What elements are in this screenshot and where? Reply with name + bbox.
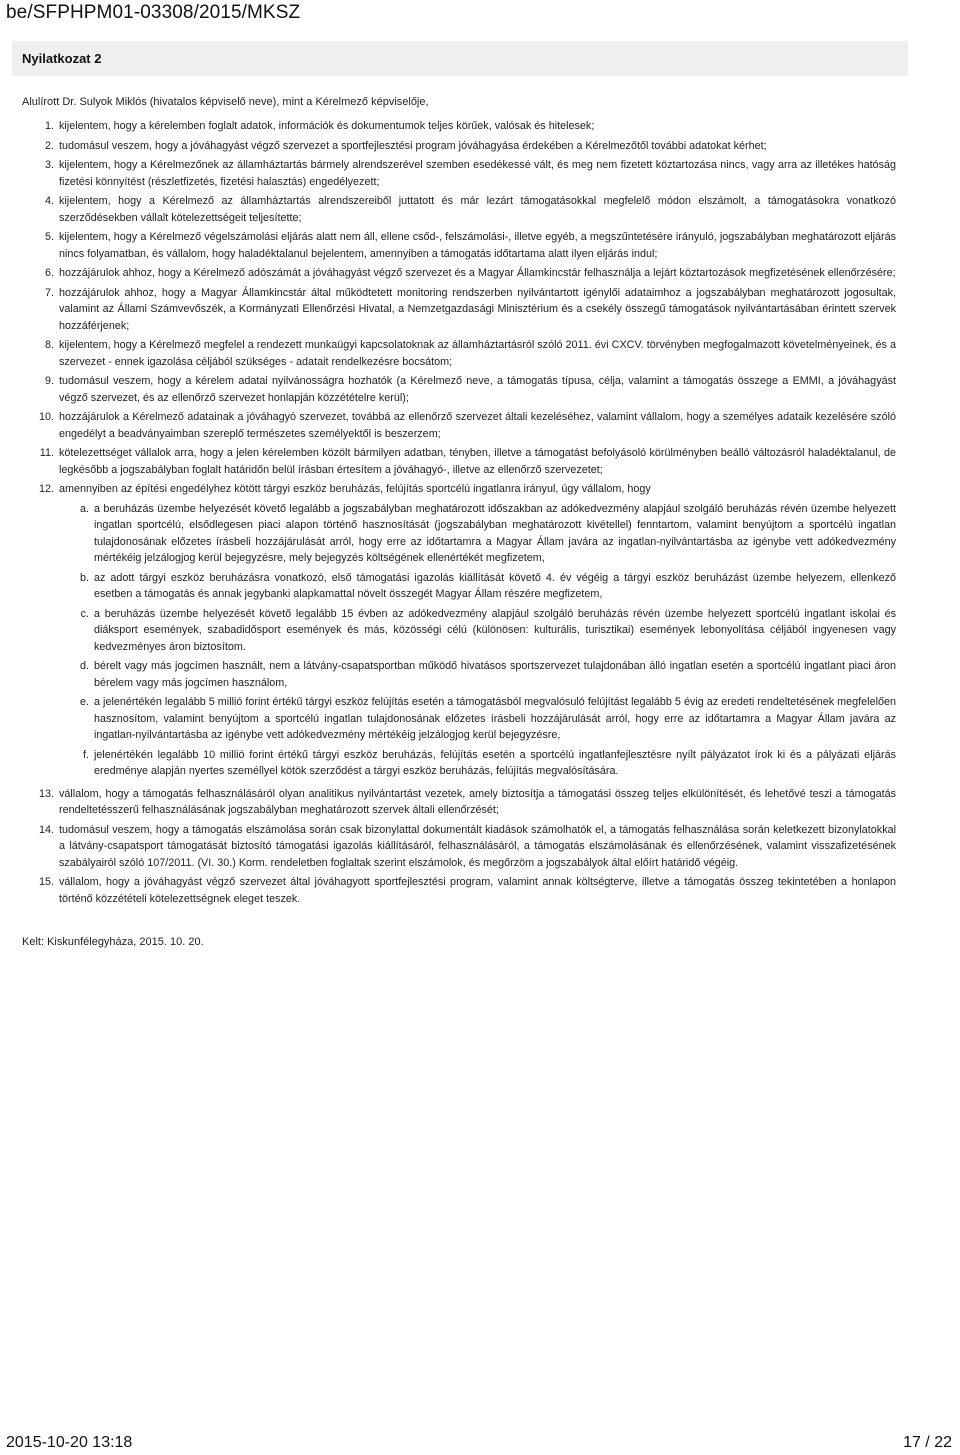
- section-header: [12, 41, 908, 76]
- list-item: [22, 265, 896, 282]
- item-text: tudomásul veszem, hogy a jóváhagyást végző szervezet a sportfejlesztési program jóváhagyása érdekében a Kérelmezőtől további adatokat kérhet;: [59, 139, 767, 152]
- item-number: 13.: [38, 787, 54, 800]
- item-text: kijelentem, hogy a Kérelmező végelszámolási eljárás alatt nem áll, ellene csőd-, felszámolási-, illetve egyéb, a megszűntetésére irányuló, jogszabályban meghatározott eljárás nincs folyamatban, és vállalom, hogy haladéktalanul bejelentem, amennyiben a támogatás időtartama alatt ilyen eljárás indul;: [59, 231, 896, 260]
- list-item: [22, 285, 896, 335]
- sub-item-text: az adott tárgyi eszköz beruházásra vonatkozó, első támogatási igazolás kiállítását követő 4. év végéig a tárgyi eszköz beruházást üzembe helyezem, ellenkező esetben a támogatás és annak jegybanki alapkamattal növelt összegét Magyar Állam részére megfizetem,: [94, 571, 896, 600]
- item-number: 2.: [44, 139, 54, 152]
- sub-item-letter: c.: [80, 607, 89, 620]
- intro-text: Alulírott Dr. Sulyok Miklós (hivatalos képviselő neve), mint a Kérelmező képviselője,: [22, 96, 429, 108]
- sub-item-text: jelenértékén legalább 10 millió forint értékű tárgyi eszköz beruházás, felújítás esetén a sportcélú ingatlanfejlesztésre nyílt pályázatot írok ki és a pályázati eljárás eredménye alapján nyertes személlyel kötök szerződést a tárgyi eszköz beruházás, felújítás megvalósítására.: [94, 748, 896, 777]
- item-number: 12.: [38, 483, 54, 495]
- item-number: 9.: [44, 375, 54, 387]
- item-number: 10.: [38, 411, 54, 423]
- item-text: kijelentem, hogy a Kérelmező az államháztartás alrendszereiből juttatott és már lezárt támogatásokkal megfelelő módon elszámolt, a támogatásokra vonatkozó szerződésekben vállalt kötelezettségeit teljesítette;: [59, 195, 896, 224]
- sub-item-text: a beruházás üzembe helyezését követő legalább a jogszabályban meghatározott időszakban az adókedvezmény alapjául szolgáló beruházás révén üzembe helyezett ingatlan sportcélú, elsődlegesen piaci alapon történő hasznosítását (jogszabályban meghatározott kivétellel) fenntartom, valamint benyújtom a sportcélú ingatlan tulajdonosának előzetes írásbeli hozzájárulását arról, hogy erre az időtartamra a Magyar Állam javára az ingatlan-nyilvántartásba az igénybe vett adókedvezmény mértékéig jelzálogjog kerül bejegyzésre, mely bejegyzés költségének ellenértékét megfizetem,: [94, 502, 896, 564]
- list-item: [22, 138, 896, 155]
- sub-item: [59, 606, 896, 656]
- sub-item: [59, 501, 896, 567]
- item-text: vállalom, hogy a támogatás felhasználásáról olyan analitikus nyilvántartást vezetek, amely biztosítja a támogatási összeg teljes elkülönítését, és lehetővé teszi a támogatás rendeltetésszerű felhasználásának jogszabályban meghatározott szervek általi ellenőrzését;: [59, 787, 896, 816]
- item-text: tudomásul veszem, hogy a támogatás elszámolása során csak bizonylattal dokumentált kiadások számolhatók el, a támogatás felhasználása során keletkezett bizonylatokkal a látvány-csapatsport támogatását biztosító támogatási igazolás kiállításáról, felhasználásáról, a támogatás elszámolásának és ellenőrzésének, valamint visszafizetésének szabályairól szóló 107/2011. (VI. 30.) Korm. rendeletben foglaltak szerint elszámolok, és megőrzöm a jogszabályok által előírt határidő végéig.: [59, 823, 896, 869]
- list-item: [22, 481, 896, 783]
- sub-item-letter: d.: [79, 660, 89, 672]
- sub-item-letter: a.: [79, 502, 89, 515]
- declaration-list: [22, 118, 896, 910]
- list-item: [22, 373, 896, 406]
- place-and-date: Kelt: Kiskunfélegyháza, 2015. 10. 20.: [22, 936, 204, 948]
- list-item: [22, 193, 896, 226]
- list-item: [22, 118, 896, 135]
- item-text: vállalom, hogy a jóváhagyást végző szervezet által jóváhagyott sportfejlesztési program, valamint annak költségterve, illetve a támogatás összeg tekintetében a honlapon történő közzétételi kötelezettségnek eleget teszek.: [59, 876, 896, 905]
- item-text: tudomásul veszem, hogy a kérelem adatai nyilvánosságra hozhatók (a Kérelmező neve, a támogatás típusa, célja, valamint a támogatás összege a EMMI, a jóváhagyást végző szervezet, és az ellenőrző szervezet honlapján közzétételre kerül);: [59, 375, 896, 404]
- item-text: amennyiben az építési engedélyhez kötött tárgyi eszköz beruházás, felújítás sportcélú ingatlanra irányul, úgy vállalom, hogy: [59, 483, 651, 495]
- item-number: 5.: [44, 231, 54, 243]
- sub-item: [59, 747, 896, 780]
- item-content: [59, 481, 896, 783]
- sub-item-text: a jelenértékén legalább 5 millió forint értékű tárgyi eszköz felújítás esetén a támogatásból megvalósuló felújítást legalább 5 évig az eredeti rendeltetésének megfelelően hasznosítom, valamint benyújtom a sportcélú ingatlan tulajdonosának előzetes írásbeli hozzájárulását arról, hogy erre az időtartamra a Magyar Állam javára az ingatlan-nyilvántartásba az igénybe vett adókedvezmény mértékéig jelzálogjog kerül bejegyzésre,: [94, 696, 896, 741]
- page-number: 17 / 22: [903, 1434, 952, 1451]
- item-text: hozzájárulok ahhoz, hogy a Kérelmező adószámát a jóváhagyást végző szervezet és a Magyar Államkincstár felhasználja a lejárt köztartozások megfizetésének ellenőrzésére;: [59, 267, 896, 279]
- list-item: [22, 445, 896, 478]
- sub-item-letter: e.: [79, 696, 89, 708]
- item-text: kijelentem, hogy a Kérelmezőnek az államháztartás bármely alrendszerével szemben esedékessé vált, és meg nem fizetett köztartozása nincs, vagy arra az illetékes hatóság fizetési könnyítést (részletfizetés, fizetési halasztás) engedélyezett;: [59, 159, 896, 188]
- item-text: hozzájárulok ahhoz, hogy a Magyar Államkincstár által működtetett monitoring rendszerben nyilvántartott igénylői adataimhoz a jogszabályban meghatározott jogosultak, valamint az Állami Számvevőszék, a Kormányzati Ellenőrzési Hivatal, a Nemzetgazdasági Minisztérium és a csekély összegű támogatások nyilvántartásában érintett szervek hozzáférjenek;: [59, 286, 896, 332]
- document-id: be/SFPHPM01-03308/2015/MKSZ: [6, 2, 301, 23]
- section-title: Nyilatkozat 2: [22, 51, 102, 66]
- sub-item-text: a beruházás üzembe helyezését követő legalább 15 évben az adókedvezmény alapjául szolgáló beruházás révén üzembe helyezett sportcélú ingatlant iskolai és diáksport események, szabadidősport események és más, közösségi célú (különösen: kulturális, turisztikai) események lebonyolítása céljából ingyenesen vagy kedvezményes áron biztosítom.: [94, 607, 896, 653]
- item-text: kijelentem, hogy a kérelemben foglalt adatok, információk és dokumentumok teljes körűek, valósak és hitelesek;: [59, 120, 595, 132]
- sub-item: [59, 694, 896, 744]
- sub-item-letter: b.: [79, 571, 89, 584]
- item-text: kijelentem, hogy a Kérelmező megfelel a rendezett munkaügyi kapcsolatoknak az államháztartásról szóló 2011. évi CXCV. törvényben megfogalmazott követelményeinek, és a szervezet - ennek igazolása céljából szükséges - adatait rendelkezésre bocsátom;: [59, 339, 896, 368]
- item-number: 11.: [39, 447, 54, 459]
- item-number: 7.: [44, 286, 54, 299]
- list-item: [22, 337, 896, 370]
- sub-list: [59, 501, 896, 780]
- item-number: 15.: [38, 876, 54, 888]
- item-number: 4.: [44, 195, 54, 207]
- item-number: 8.: [44, 339, 54, 351]
- footer-timestamp: 2015-10-20 13:18: [6, 1434, 133, 1451]
- sub-item-letter: f.: [83, 748, 89, 761]
- list-item: [22, 229, 896, 262]
- list-item: [22, 786, 896, 819]
- item-text: hozzájárulok a Kérelmező adatainak a jóváhagyó szervezet, továbbá az ellenőrző szervezet általi kezeléséhez, valamint vállalom, hogy a személyes adataik kezelésére szóló engedélyt a beadványaimban szereplő természetes személyektől is beszerzem;: [59, 411, 896, 440]
- item-number: 6.: [44, 267, 54, 279]
- item-number: 14.: [38, 823, 54, 836]
- item-number: 3.: [44, 159, 54, 171]
- list-item: [22, 157, 896, 190]
- item-text: kötelezettséget vállalok arra, hogy a jelen kérelemben közölt bármilyen adatban, tényben, illetve a támogatást befolyásoló körülményben beálló változásról haladéktalanul, de legkésőbb a jogszabályban foglalt határidőn belül írásban értesítem a jóváhagyó-, illetve az ellenőrző szervezetet;: [59, 447, 896, 476]
- list-item: [22, 409, 896, 442]
- sub-item: [59, 570, 896, 603]
- list-item: [22, 874, 896, 907]
- list-item: [22, 822, 896, 872]
- sub-item: [59, 658, 896, 691]
- item-number: 1.: [44, 120, 54, 132]
- sub-item-text: bérelt vagy más jogcímen használt, nem a látvány-csapatsportban működő hivatásos sportszervezet tulajdonában álló ingatlan esetén a sportcélú ingatlant piaci áron bérelem vagy más jogcímen használom,: [94, 660, 896, 689]
